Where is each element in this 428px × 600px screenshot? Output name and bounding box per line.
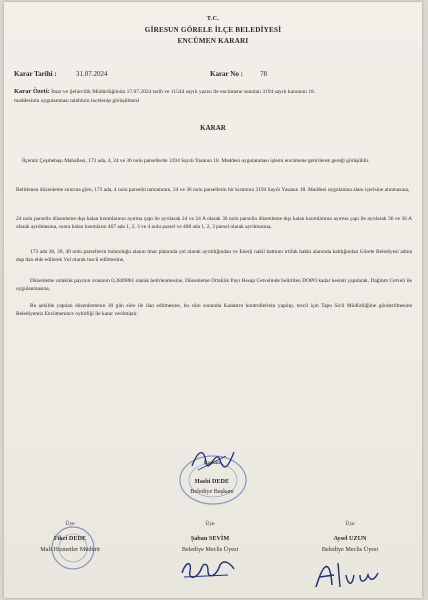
- paragraph-3-text: 24 nolu parselin düzenleme dışı kalan kısımlarının ayırma çapı ile ayrılarak 24 ve 24 A olarak 36 nolu parselin düzenleme dışı kalan kısımlarının ayırma çapı ile ayrılarak 36 ve 36 A olarak ayrılmasına, sonra kalan kısımların 467 ada 1, 2, 3 ve 4 nolu parsel ve 468 ada 1, 2, 3 parsel olarak ayrılmasına,: [16, 216, 412, 231]
- president-signature: [188, 444, 236, 474]
- member-right-signature: [312, 557, 388, 593]
- member-middle-name: Şaban SEVİM: [190, 535, 230, 542]
- decision-no-value: 78: [260, 70, 267, 78]
- member-middle-role-top: Üye: [205, 521, 215, 527]
- header-tc: T.C.: [206, 15, 220, 22]
- president-signature-block: [172, 460, 252, 506]
- decision-summary: [14, 87, 414, 106]
- member-middle-signature: [178, 555, 238, 583]
- paragraph-1-text: İlçemiz Çeşmebaşı Mahallesi, 173 ada, 4, 24 ve 36 nolu parsellerde 3194 Sayılı Yasanın 18. Maddesi uygulanması işlemi encümene getirilerek gereği görüşüldü.: [22, 158, 370, 164]
- section-title: KARAR: [200, 124, 226, 132]
- header-municipality: GİRESUN GÖRELE İLÇE BELEDİYESİ: [144, 26, 282, 34]
- member-right-signature-block: [300, 521, 400, 597]
- paragraph-2: [16, 186, 412, 194]
- member-left-role-top: Üye: [65, 521, 75, 527]
- summary-line-1: İmar ve Şehircilik Müdürlüğünün 17.07.2024 tarih ve 11544 sayılı yazısı ile encümene sunulan 3194 sayılı kanunun 18.: [51, 89, 316, 95]
- paragraph-5: [16, 277, 412, 294]
- document-page: [4, 2, 422, 598]
- member-left-name: Fikri DEDE: [53, 535, 87, 542]
- paragraph-1: [16, 157, 412, 165]
- decision-date-label: Karar Tarihi :: [14, 70, 57, 78]
- paragraph-2-text: Belirlenen düzenleme sınırına göre, 173 ada, 4 nolu parselin tamamının, 24 ve 36 nolu parsellerin bir kısmının 3194 Sayılı Yasanın 18. Maddesi uygulanma alanı içerisine alınmasına,: [16, 187, 410, 193]
- paragraph-3: [16, 215, 412, 232]
- member-middle-signature-block: [160, 521, 260, 591]
- paragraph-6-text: Bu şekilde yapılan düzenlemenin 30 gün süre ile ilan edilmesine, bu süre sonunda Kadastro kontrollerinin yapılıp, tescil için Tapu Sicil Müdürlüğüne gönderilmesine Belediyemiz Encümenince oybirliği ile karar verilmiştir.: [16, 303, 412, 318]
- member-left-signature-block: [20, 521, 120, 581]
- member-middle-role: Belediye Meclis Üyesi: [181, 546, 239, 553]
- paragraph-5-text: Düzenleme ortaklık payının oranının 0,2849861 olarak belirlenmesine, Düzenleme Ortaklık Payı Hesap Cetvelinde belirtilen DOPO kadar kesinti yapılarak, Dağıtım Cetveli ile uygulanmasına,: [16, 278, 412, 293]
- paragraph-4-text: 173 ada 38, 39, 40 nolu parsellerin bulunduğu alanın imar planında yol olarak ayrıldığından ve Enerji nakil hattının irtifak hakkı alanında kaldığından Görele Belediyesi adına dop dan elde edilerek Yol olarak tescil edilmesine,: [16, 249, 412, 264]
- summary-line-2: maddesinin uygulanması talebinin incelenip görüşülmesi: [14, 98, 140, 105]
- header-doc-type: ENCÜMEN KARARI: [177, 37, 249, 45]
- president-name: Hasbi DEDE: [194, 478, 230, 485]
- summary-label: Karar Özeti:: [14, 88, 50, 95]
- decision-no-label: Karar No :: [210, 70, 243, 78]
- member-right-name: Aysel UZUN: [333, 535, 367, 542]
- member-right-role-top: Üye: [345, 521, 355, 527]
- president-role-top: Başkan: [203, 460, 221, 466]
- paragraph-4: [16, 248, 412, 265]
- member-right-role: Belediye Meclis Üyesi: [321, 546, 379, 553]
- president-role: Belediye Başkanı: [190, 488, 234, 495]
- paragraph-6: [16, 302, 412, 319]
- decision-date-value: 31.07.2024: [76, 70, 108, 78]
- member-left-role: Mali Hizmetler Müdürü: [40, 546, 100, 553]
